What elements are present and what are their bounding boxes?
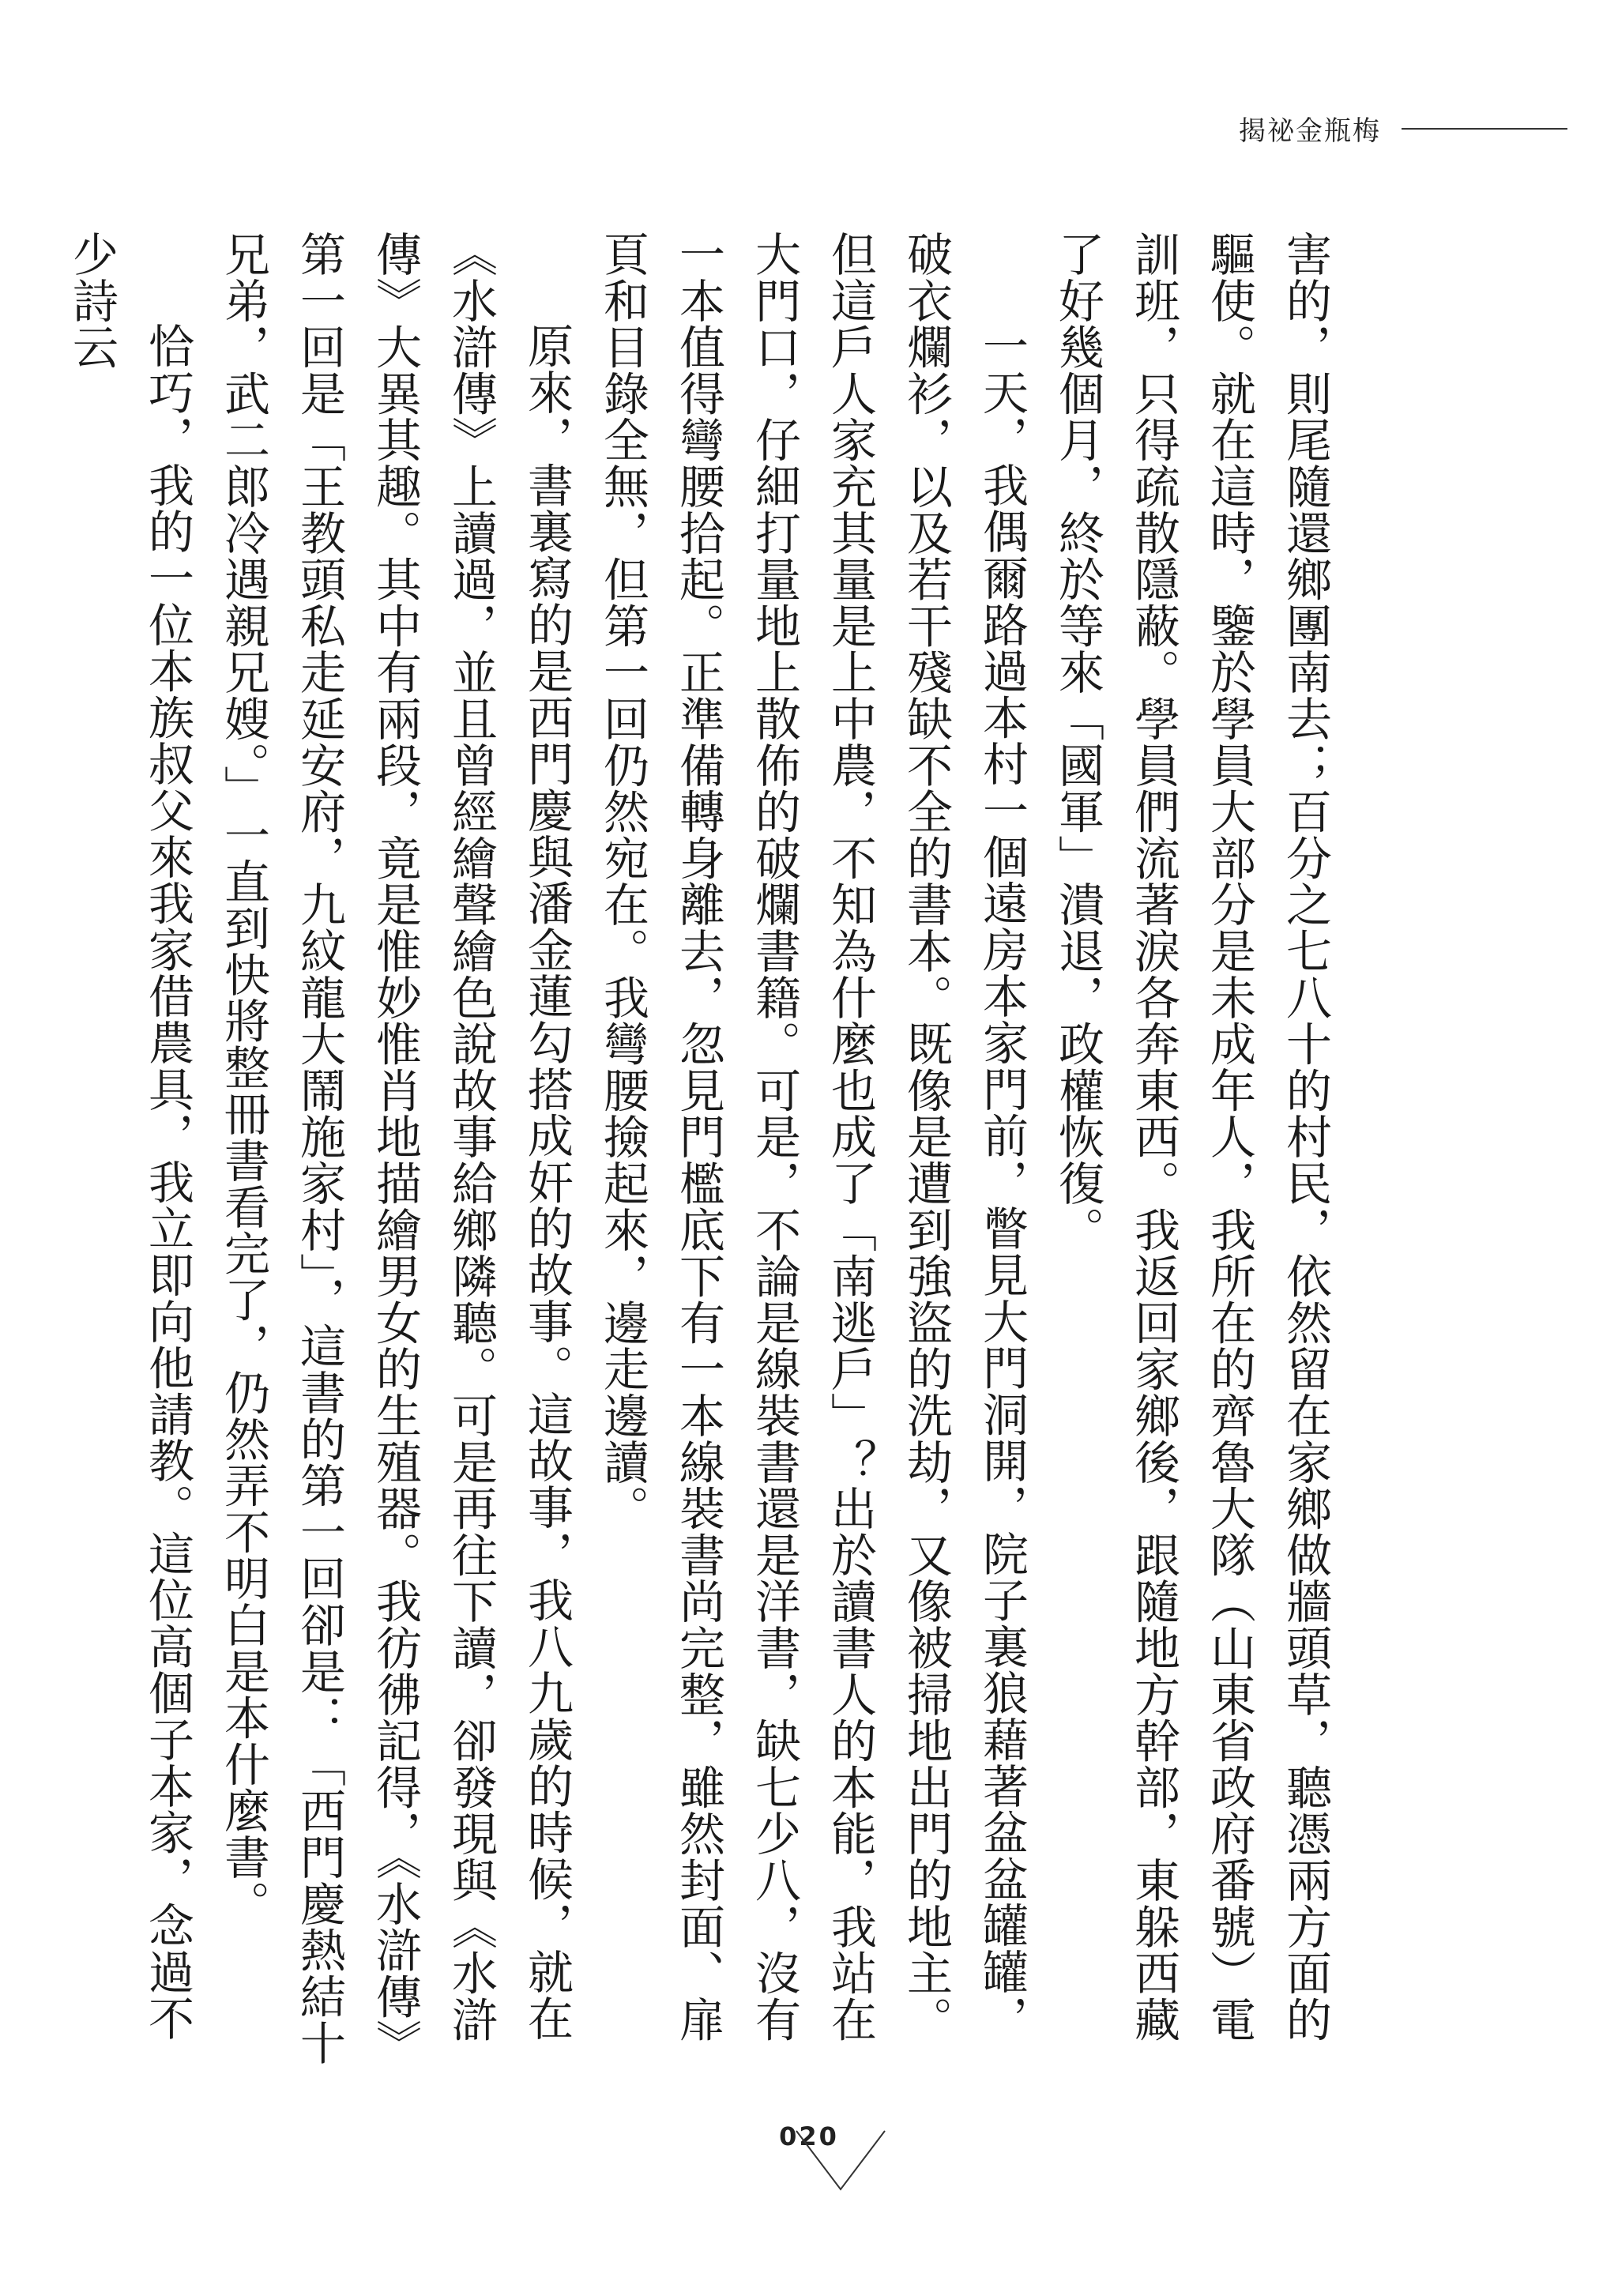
page-footer bbox=[0, 2121, 1618, 2192]
paragraph: 一天，我偶爾路過本村一個遠房本家門前，瞥見大門洞開，院子裏狼藉著盆盆罐罐，破衣爛衫，以及若干殘缺不全的書本。既像是遭到強盜的洗劫，又像被掃地出門的地主。但這戶人家充其量是上中農，不知為什麼也成了「南逃戶」？出於讀書人的本能，我站在大門口，仔細打量地上散佈的破爛書籍。可是，不論是線裝書還是洋書，缺七少八，沒有一本值得彎腰拾起。正準備轉身離去，忽見門檻底下有一本線裝書尚完整，雖然封面、扉頁和目錄全無，但第一回仍然宛在。我彎腰撿起來，邊走邊讀。 bbox=[596, 231, 1029, 2043]
header-rule bbox=[1402, 128, 1567, 130]
page-number: 020 bbox=[779, 2121, 839, 2151]
paragraph: 害的，則尾隨還鄉團南去；百分之七八十的村民，依然留在家鄉做牆頭草，聽憑兩方面的驅使。就在這時，鑒於學員大部分是未成年人，我所在的齊魯大隊（山東省政府番號）電訓班，只得疏散隱蔽。學員們流著淚各奔東西。我返回家鄉後，跟隨地方幹部，東躲西藏了好幾個月，終於等來「國軍」潰退，政權恢復。 bbox=[1051, 231, 1332, 2043]
book-title: 揭祕金瓶梅 bbox=[1239, 115, 1381, 147]
paragraph: 恰巧，我的一位本族叔父來我家借農具，我立即向他請教。這位高個子本家，念過不少詩云 bbox=[65, 231, 194, 2042]
chevron-down-icon bbox=[793, 2128, 888, 2194]
body-text bbox=[65, 231, 1343, 2076]
running-header bbox=[1239, 109, 1567, 148]
paragraph: 原來，書裏寫的是西門慶與潘金蓮勾搭成奸的故事。這故事，我八九歲的時候，就在《水滸傳》上讀過，並且曾經繪聲繪色說故事給鄉隣聽。可是再往下讀，卻發現與《水滸傳》大異其趣。其中有兩段，竟是惟妙惟肖地描繪男女的生殖器。我彷彿記得，《水滸傳》第一回是「王教頭私走延安府，九紋龍大鬧施家村」，這書的第一回卻是：「西門慶熱結十兄弟，武二郎冷遇親兄嫂。」一直到快將整冊書看完了，仍然弄不明白是本什麼書。 bbox=[216, 231, 574, 2066]
